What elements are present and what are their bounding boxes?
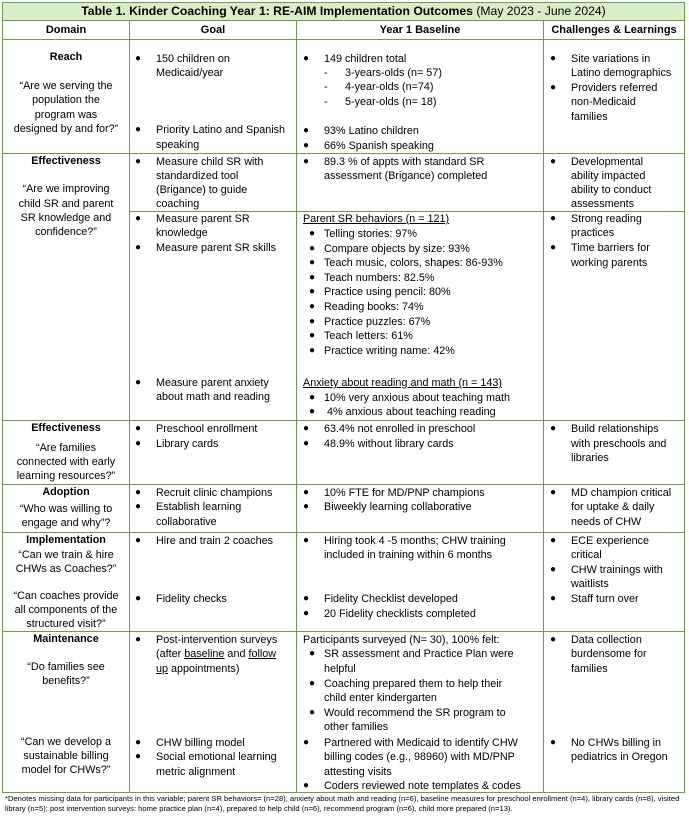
goal-text: standardized tool [156, 170, 239, 182]
bullet-icon: ● [550, 213, 557, 224]
challenge-text: ability impacted [571, 170, 646, 182]
goal-text: (Brigance) to guide [156, 184, 248, 196]
bullet-icon: ● [550, 423, 557, 434]
baseline-text: Coders reviewed note templates & codes [324, 780, 521, 792]
challenge-text: Data collection [571, 634, 642, 646]
bullet-icon: ● [135, 593, 142, 604]
challenge-text: Staff turn over [571, 593, 639, 605]
question-effectiveness-4: confidence?” [35, 226, 97, 238]
challenge-text: needs of CHW [571, 516, 642, 528]
bullet-icon: ● [309, 678, 316, 689]
goal-text: Measure parent anxiety [156, 377, 269, 389]
baseline-text: 66% Spanish speaking [324, 140, 434, 152]
header-baseline: Year 1 Baseline [296, 21, 543, 40]
baseline-text: Biweekly learning collaborative [324, 501, 472, 513]
question-resources-3: learning resources?” [16, 470, 116, 482]
goal-text: coaching [156, 198, 200, 210]
goal-text: Preschool enrollment [156, 423, 258, 435]
baseline-text: 10% FTE for MD/PNP champions [324, 487, 485, 499]
dash-icon: - [324, 96, 328, 108]
bullet-icon: ● [550, 156, 557, 167]
survey-item: Would recommend the SR program to [324, 707, 506, 719]
bullet-icon: ● [309, 242, 316, 254]
bullet-icon: ● [309, 392, 316, 403]
bullet-icon: ● [550, 535, 557, 546]
goal-text: and [224, 648, 249, 660]
baseline-text: Hiring took 4 -5 months; CHW training [324, 535, 506, 547]
goal-text: Measure parent SR [156, 213, 250, 225]
baseline-text: Partnered with Medicaid to identify CHW [324, 737, 518, 749]
goal-text: CHW billing model [156, 737, 245, 749]
bullet-icon: ● [309, 257, 316, 269]
question-adoption-1: “Who was willing to [19, 503, 113, 515]
bullet-icon: ● [303, 535, 310, 546]
goal-text: knowledge [156, 227, 208, 239]
goal-text: Establish learning [156, 501, 242, 513]
question-effectiveness-1: “Are we improving [22, 183, 110, 195]
goal-text: speaking [156, 139, 200, 151]
challenge-text: burdensome for [571, 648, 647, 660]
challenge-text: waitlists [571, 578, 609, 590]
challenge-text: practices [571, 227, 615, 239]
bullet-icon: ● [309, 406, 316, 417]
baseline-subitem: 3-years-olds (n= 57) [345, 67, 442, 79]
header-goal: Goal [129, 21, 296, 40]
goal-text: Fidelity checks [156, 593, 227, 605]
goal-text-line [156, 662, 239, 677]
question-reach-1: “Are we serving the [19, 80, 113, 92]
challenge-text: libraries [571, 452, 609, 464]
bullet-icon: ● [550, 564, 557, 575]
bullet-icon: ● [135, 377, 142, 388]
question-resources-2: connected with early [16, 456, 116, 468]
challenge-text: non-Medicaid [571, 96, 636, 108]
bullet-icon: ● [550, 53, 557, 64]
challenge-text: Providers referred [571, 82, 658, 94]
anxiety-item: 10% very anxious about teaching math [324, 392, 511, 404]
bullet-icon: ● [135, 124, 142, 135]
goal-text: metric alignment [156, 766, 236, 778]
bullet-icon: ● [135, 751, 142, 762]
dash-icon: - [324, 67, 328, 79]
survey-item: SR assessment and Practice Plan were [324, 648, 514, 660]
question-resources-1: “Are families [36, 442, 96, 454]
bullet-icon: ● [303, 438, 310, 449]
challenge-text: pediatrics in Oregon [571, 751, 668, 763]
header-domain: Domain [2, 21, 129, 40]
goal-text: collaborative [156, 516, 217, 528]
parent-sr-item: Practice puzzles: 67% [324, 315, 431, 328]
challenge-text: Latino demographics [571, 67, 672, 79]
question-reach-4: designed by and for?” [13, 123, 119, 135]
goal-text: Measure child SR with [156, 156, 264, 168]
goal-text: follow [248, 648, 277, 660]
parent-sr-item: Teach numbers: 82.5% [324, 271, 435, 284]
domain-adoption: Adoption [42, 486, 90, 498]
goal-text: Medicaid/year [156, 67, 224, 79]
bullet-icon: ● [135, 242, 142, 253]
bullet-icon: ● [309, 315, 316, 327]
domain-effectiveness: Effectiveness [31, 155, 101, 167]
bullet-icon: ● [550, 737, 557, 748]
goal-text: about math and reading [156, 391, 271, 403]
survey-item: child enter kindergarten [324, 692, 437, 704]
goal-text: 150 children on [156, 53, 230, 65]
goal-text-line [156, 647, 276, 662]
bullet-icon: ● [303, 423, 310, 434]
question-maintenance-4: sustainable billing [23, 750, 109, 762]
challenge-text: Site variations in [571, 53, 651, 65]
table-title [2, 2, 685, 21]
bullet-icon: ● [135, 438, 142, 449]
table-title-dates: (May 2023 - June 2024) [472, 4, 606, 18]
goal-text: Hire and train 2 coaches [156, 535, 274, 547]
bullet-icon: ● [135, 53, 142, 64]
bullet-icon: ● [135, 156, 142, 167]
bullet-icon: ● [303, 608, 310, 619]
parent-sr-heading: Parent SR behaviors (n = 121) [303, 213, 450, 225]
challenge-text: critical [571, 549, 602, 561]
bullet-icon: ● [309, 344, 316, 356]
baseline-text: attesting visits [324, 766, 392, 778]
footnote: *Denotes missing data for participants in this variable; parent SR behaviors= (n=28), anxiety about math and reading (n=6), baseline measures for preschool enrollment (n=4), library cards (n=8), visited library (n=5); post intervention surveys: home practice plan (n=4), prepared to help child (n=6), recommend program (n=6), child more prepared (n=13). [5, 794, 680, 813]
challenge-text: Time barriers for [571, 242, 650, 254]
challenge-text: families [571, 663, 608, 675]
survey-heading: Participants surveyed (N= 30), 100% felt: [303, 634, 500, 646]
question-reach-3: program was [34, 109, 98, 121]
dash-icon: - [324, 81, 328, 93]
parent-sr-item: Teach letters: 61% [324, 330, 413, 343]
challenge-text: MD champion critical [571, 487, 672, 499]
goal-text: Recruit clinic champions [156, 487, 273, 499]
question-effectiveness-2: child SR and parent [18, 198, 114, 210]
challenge-text: Strong reading [571, 213, 642, 225]
baseline-subitem: 4-year-olds (n=74) [345, 81, 434, 93]
bullet-icon: ● [309, 228, 316, 239]
bullet-icon: ● [303, 737, 310, 748]
challenge-text: with preschools and [571, 438, 667, 450]
challenge-text: ECE experience [571, 535, 650, 547]
question-implementation-4: all components of the [14, 604, 118, 616]
survey-item: Coaching prepared them to help their [324, 678, 503, 690]
baseline-text: 89.3 % of appts with standard SR [324, 156, 485, 168]
bullet-icon: ● [309, 648, 316, 659]
bullet-icon: ● [303, 501, 310, 512]
baseline-text: billing codes (e.g., 98960) with MD/PNP [324, 751, 515, 763]
baseline-text: 93% Latino children [324, 125, 419, 137]
bullet-icon: ● [303, 53, 310, 64]
parent-sr-item: Practice writing name: 42% [324, 344, 455, 357]
anxiety-heading: Anxiety about reading and math (n = 143) [303, 377, 502, 389]
goal-text: Measure parent SR skills [156, 242, 277, 254]
question-effectiveness-3: SR knowledge and [20, 212, 112, 224]
bullet-icon: ● [135, 423, 142, 434]
baseline-text: 20 Fidelity checklists completed [324, 608, 476, 620]
goal-text: (after [156, 648, 185, 660]
goal-text: appointments) [168, 663, 240, 675]
question-maintenance-5: model for CHWs?” [21, 764, 111, 776]
bullet-icon: ● [550, 634, 557, 645]
baseline-text: included in training within 6 months [324, 549, 493, 561]
domain-effectiveness: Effectiveness [31, 422, 101, 434]
challenge-text: assessments [571, 198, 635, 210]
baseline-text: Fidelity Checklist developed [324, 593, 458, 605]
challenge-text: for uptake & daily [571, 501, 655, 513]
challenge-text: Build relationships [571, 423, 659, 435]
baseline-text: 149 children total [324, 53, 407, 65]
bullet-icon: ● [550, 242, 557, 253]
bullet-icon: ● [135, 634, 142, 645]
goal-text: Post-intervention surveys [156, 634, 278, 646]
challenge-text: No CHWs billing in [571, 737, 661, 749]
table-title-bold: Table 1. Kinder Coaching Year 1: RE-AIM Implementation Outcomes [81, 4, 473, 18]
bullet-icon: ● [303, 125, 310, 136]
bullet-icon: ● [550, 487, 557, 498]
bullet-icon: ● [309, 271, 316, 283]
bullet-icon: ● [135, 487, 142, 498]
parent-sr-item: Telling stories: 97% [324, 228, 418, 240]
question-adoption-2: engage and why”? [21, 517, 111, 529]
bullet-icon: ● [135, 535, 142, 546]
bullet-icon: ● [550, 82, 557, 93]
domain-reach: Reach [49, 51, 83, 63]
bullet-icon: ● [309, 707, 316, 718]
challenge-text: Developmental [571, 156, 644, 168]
bullet-icon: ● [135, 213, 142, 224]
challenge-text: working parents [571, 257, 648, 269]
bullet-icon: ● [303, 156, 310, 167]
header-challenges: Challenges & Learnings [543, 21, 685, 40]
question-maintenance-2: benefits?” [42, 675, 90, 687]
baseline-text: 48.9% without library cards [324, 438, 454, 450]
bullet-icon: ● [303, 780, 310, 791]
goal-text: up [156, 663, 169, 675]
bullet-icon: ● [135, 501, 142, 512]
goal-text: Priority Latino and Spanish [156, 124, 286, 136]
question-maintenance-1: “Do families see [27, 661, 105, 673]
parent-sr-item: Compare objects by size: 93% [324, 242, 470, 255]
question-implementation-3: “Can coaches provide [13, 590, 119, 602]
anxiety-item: 4% anxious about teaching reading [324, 406, 496, 418]
question-implementation-1: “Can we train & hire [18, 549, 114, 561]
survey-item: helpful [324, 663, 356, 675]
bullet-icon: ● [135, 737, 142, 748]
parent-sr-item: Practice using pencil: 80% [324, 286, 451, 299]
goal-text: baseline [184, 648, 225, 660]
domain-maintenance: Maintenance [33, 633, 99, 645]
bullet-icon: ● [309, 301, 316, 312]
parent-sr-item: Reading books: 74% [324, 301, 424, 313]
bullet-icon: ● [303, 593, 310, 604]
bullet-icon: ● [303, 140, 310, 151]
question-implementation-5: structured visit?” [26, 618, 106, 630]
goal-text: Social emotional learning [156, 751, 277, 763]
question-maintenance-3: “Can we develop a [20, 736, 112, 748]
challenge-text: families [571, 111, 608, 123]
baseline-subitem: 5-year-olds (n= 18) [345, 96, 437, 108]
baseline-text: assessment (Brigance) completed [324, 170, 488, 182]
bullet-icon: ● [309, 286, 316, 298]
question-implementation-2: CHWs as Coaches?” [15, 563, 117, 575]
baseline-text: 63.4% not enrolled in preschool [324, 423, 476, 435]
bullet-icon: ● [303, 487, 310, 498]
goal-text: Library cards [156, 438, 219, 450]
bullet-icon: ● [309, 330, 316, 342]
survey-item: other families [324, 721, 389, 733]
bullet-icon: ● [550, 593, 557, 604]
parent-sr-item: Teach music, colors, shapes: 86-93% [324, 257, 503, 270]
challenge-text: ability to conduct [571, 184, 652, 196]
question-reach-2: population the [32, 94, 100, 106]
challenge-text: CHW trainings with [571, 564, 663, 576]
domain-implementation: Implementation [26, 534, 106, 546]
